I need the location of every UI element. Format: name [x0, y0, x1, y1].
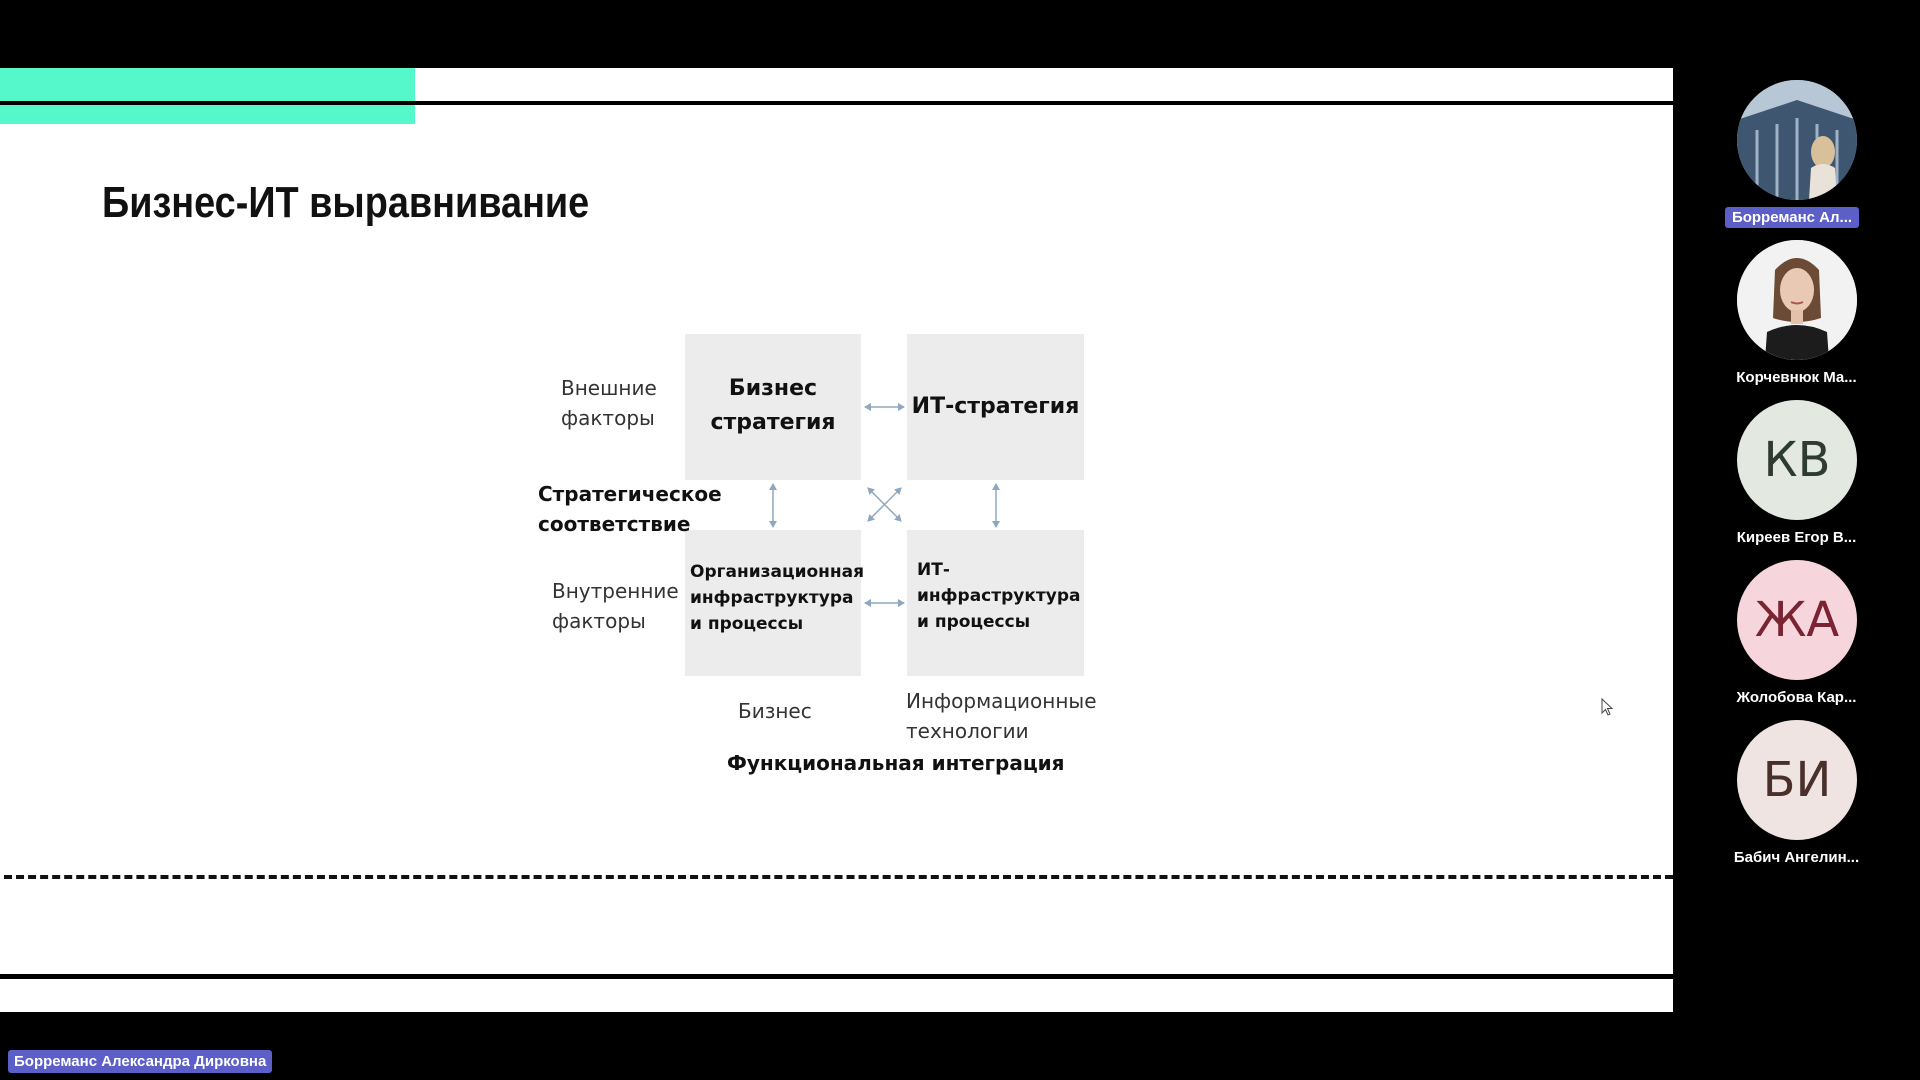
participant-tile[interactable]: [1673, 400, 1920, 550]
org-infrastructure-text: Организационная инфраструктура и процессы: [690, 562, 865, 634]
participant-name: Жолобова Кар...: [1736, 689, 1857, 706]
avatar: БИ: [1737, 720, 1857, 840]
label-information-technology: Информационные технологии: [906, 689, 1097, 743]
avatar: ЖА: [1737, 560, 1857, 680]
participant-name: Корчевнюк Ма...: [1736, 369, 1857, 386]
participant-tile[interactable]: [1673, 560, 1920, 710]
diagram-arrows: [0, 68, 1673, 1012]
label-external-factors: Внешние факторы: [561, 376, 657, 430]
cursor-icon: [1601, 698, 1615, 716]
participant-tile[interactable]: [1673, 240, 1920, 390]
label-business: Бизнес: [738, 699, 812, 723]
participant-tile[interactable]: [1673, 80, 1920, 230]
participant-photo-icon: [1737, 80, 1857, 200]
label-internal-factors: Внутренние факторы: [552, 579, 679, 633]
it-strategy-text: ИТ-стратегия: [911, 394, 1080, 419]
participant-tile[interactable]: [1673, 720, 1920, 870]
label-strategic-fit: Стратегическое соответствие: [538, 482, 722, 536]
participant-photo-icon: [1737, 240, 1857, 360]
avatar: КВ: [1737, 400, 1857, 520]
it-infrastructure-text: ИТ- инфраструктура и процессы: [917, 560, 1081, 632]
active-speaker-label: Борреманс Александра Дирковна: [8, 1050, 272, 1073]
avatar: [1737, 80, 1857, 200]
bottom-divider: [0, 974, 1673, 979]
slide-title: Бизнес-ИТ выравнивание: [102, 178, 590, 227]
business-strategy-text: Бизнес стратегия: [710, 376, 836, 435]
presentation-slide: [0, 68, 1673, 1012]
label-functional-integration: Функциональная интеграция: [727, 751, 1065, 775]
dashed-divider: [4, 875, 1673, 879]
avatar: [1737, 240, 1857, 360]
participant-name: Киреев Егор В...: [1736, 529, 1857, 546]
participants-panel: [1673, 0, 1920, 1080]
participant-name: Борреманс Ал...: [1725, 207, 1859, 228]
participant-name: Бабич Ангелин...: [1733, 849, 1860, 866]
strategic-alignment-diagram: [0, 68, 1673, 1012]
